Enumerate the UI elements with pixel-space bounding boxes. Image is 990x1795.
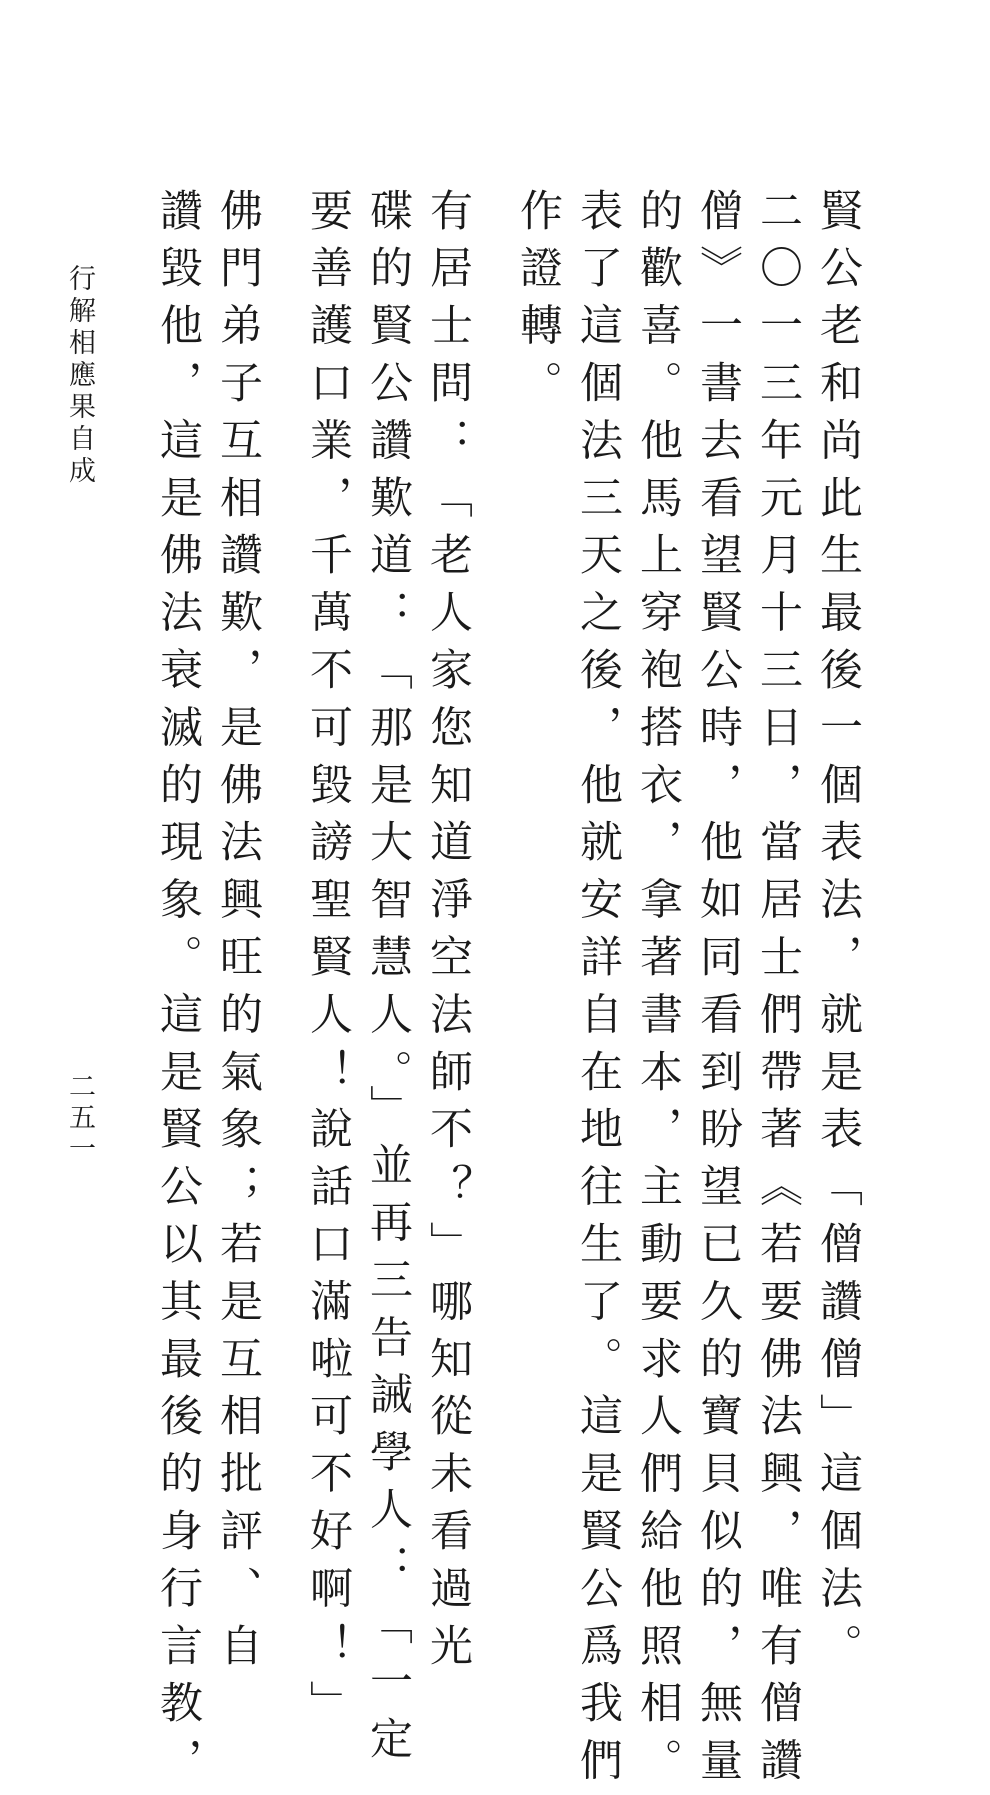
page-number: 二五一: [64, 1072, 95, 1165]
text-column-2: 二〇一三年元月十三日，當居士們帶著《若要佛法興，唯有僧讚: [753, 188, 803, 1795]
text-column-9: 要善護口業，千萬不可毀謗聖賢人！說話口滿啦可不好啊！」: [303, 188, 353, 1738]
text-column-6: 作證轉。: [513, 188, 563, 418]
running-head: 行解相應果自成: [64, 264, 95, 488]
text-column-11: 讚毀他，這是佛法衰滅的現象。這是賢公以其最後的身行言教，: [153, 188, 203, 1795]
text-column-10: 佛門弟子互相讚歎，是佛法興旺的氣象；若是互相批評、自: [213, 188, 263, 1681]
text-column-5: 表了這個法三天之後，他就安詳自在地往生了。這是賢公爲我們: [573, 188, 623, 1795]
text-column-8: 碟的賢公讚歎道：「那是大智慧人。」並再三告誡學人：「一定: [363, 188, 413, 1774]
text-column-1: 賢公老和尚此生最後一個表法，就是表「僧讚僧」這個法。: [813, 188, 863, 1681]
text-column-4: 的歡喜。他馬上穿袍搭衣，拿著書本，主動要求人們給他照相。: [633, 188, 683, 1795]
text-column-3: 僧》一書去看望賢公時，他如同看到盼望已久的寶貝似的，無量: [693, 188, 743, 1795]
text-column-7: 有居士問：「老人家您知道淨空法師不？」哪知從未看過光: [423, 188, 473, 1681]
